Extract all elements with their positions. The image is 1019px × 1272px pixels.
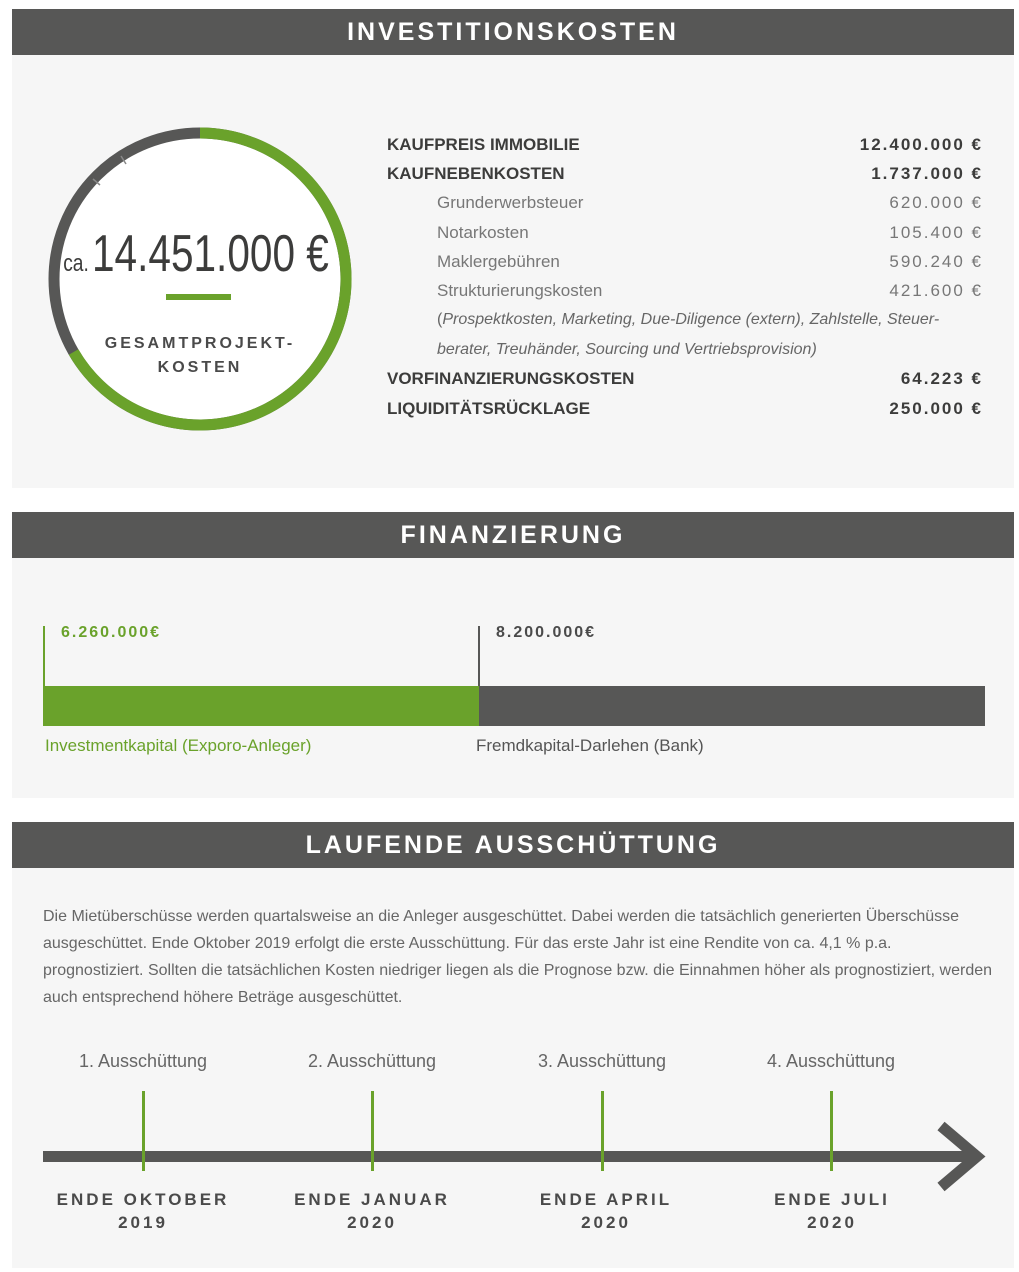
cost-label: Notarkosten [437,223,529,242]
payout-section-header: LAUFENDE AUSSCHÜTTUNG [12,822,1014,868]
cost-row-sub [387,247,983,276]
equity-marker [43,626,45,686]
timeline-date-line1: ENDE JANUAR [294,1190,450,1209]
timeline-date-line1: ENDE APRIL [539,1190,673,1209]
timeline-tick [142,1091,145,1171]
timeline-date [732,1188,932,1234]
timeline-date [506,1188,706,1234]
debt-amount: 8.200.000€ [496,624,597,641]
note-line2: berater, Treuhänder, Sourcing und Vertriebsprovision) [437,341,817,358]
timeline-date-line2: 2020 [581,1213,631,1232]
cost-label: Maklergebühren [437,252,560,271]
timeline-date-line1: ENDE JULI [774,1190,890,1209]
equity-amount: 6.260.000€ [61,624,162,641]
cost-row-ancillary [387,159,983,188]
cost-label: Strukturierungskosten [437,281,603,300]
timeline-date-line2: 2020 [347,1213,397,1232]
cost-amount: 1.737.000 € [871,164,983,183]
cost-amount: 64.223 € [900,369,983,388]
payout-description: Die Mietüberschüsse werden quartalsweise an die Anleger ausgeschüttet. Dabei werden die tatsächlich generierten Überschüsse ausgeschüttet. Ende Oktober 2019 erfolgt die erste Ausschüttung. Für das erste Jahr ist eine Rendite von ca. 4,1 % p.a. prognostiziert. Sollten die tatsächlichen Kosten niedriger liegen als die Prognose bzw. die Einnahmen höher als prognostiziert, werden auch entsprechend höhere Beträge ausgeschüttet. [43,908,993,1006]
timeline-label: 2. Ausschüttung [307,1051,437,1071]
cost-row-sub [387,276,983,305]
cost-amount: 421.600 € [889,281,983,300]
cost-amount: 250.000 € [889,399,983,418]
cost-label: VORFINANZIERUNGSKOSTEN [387,369,635,388]
investment-section-header: INVESTITIONSKOSTEN [12,9,1014,55]
timeline-date-line1: ENDE OKTOBER [56,1190,230,1209]
cost-amount: 620.000 € [889,193,983,212]
cost-label: KAUFPREIS IMMOBILIE [387,135,580,154]
cost-row-prefinancing [387,364,983,393]
debt-bar [479,686,985,726]
timeline-date [272,1188,472,1234]
timeline-label: 3. Ausschüttung [537,1051,667,1071]
cost-label: KAUFNEBENKOSTEN [387,164,565,183]
total-cost-label-line1: GESAMTPROJEKT- [104,335,296,352]
timeline-date-line2: 2019 [118,1213,168,1232]
total-cost-prefix: ca. [63,250,89,277]
cost-row-sub [387,218,983,247]
cost-amount: 12.400.000 € [859,135,983,154]
cost-label: LIQUIDITÄTSRÜCKLAGE [387,399,591,418]
timeline-label: 4. Ausschüttung [766,1051,896,1071]
total-cost-value [58,224,348,284]
timeline-label: 1. Ausschüttung [78,1051,208,1071]
cost-row-reserve [387,394,983,423]
total-cost-divider [166,294,231,300]
timeline-tick [371,1091,374,1171]
note-paren: ( [437,311,443,328]
note-line1: Prospektkosten, Marketing, Due-Diligence (extern), Zahlstelle, Steuer- [442,311,940,328]
cost-amount: 590.240 € [889,252,983,271]
timeline-arrow [43,1118,987,1194]
cost-row-purchase [387,130,983,159]
total-cost-amount: 14.451.000 € [92,225,330,283]
total-cost-label-line2: KOSTEN [157,359,243,376]
timeline-tick [830,1091,833,1171]
equity-bar [43,686,479,726]
cost-row-sub [387,188,983,217]
timeline-tick [601,1091,604,1171]
financing-section-header: FINANZIERUNG [12,512,1014,558]
total-cost-label [100,332,300,380]
debt-label: Fremdkapital-Darlehen (Bank) [476,736,704,755]
debt-marker [478,626,480,686]
cost-amount: 105.400 € [889,223,983,242]
financing-panel [12,558,1014,798]
equity-label: Investmentkapital (Exporo-Anleger) [45,736,312,755]
timeline-date [43,1188,243,1234]
timeline-date-line2: 2020 [807,1213,857,1232]
structuring-cost-note [437,305,987,365]
cost-label: Grunderwerbsteuer [437,193,584,212]
